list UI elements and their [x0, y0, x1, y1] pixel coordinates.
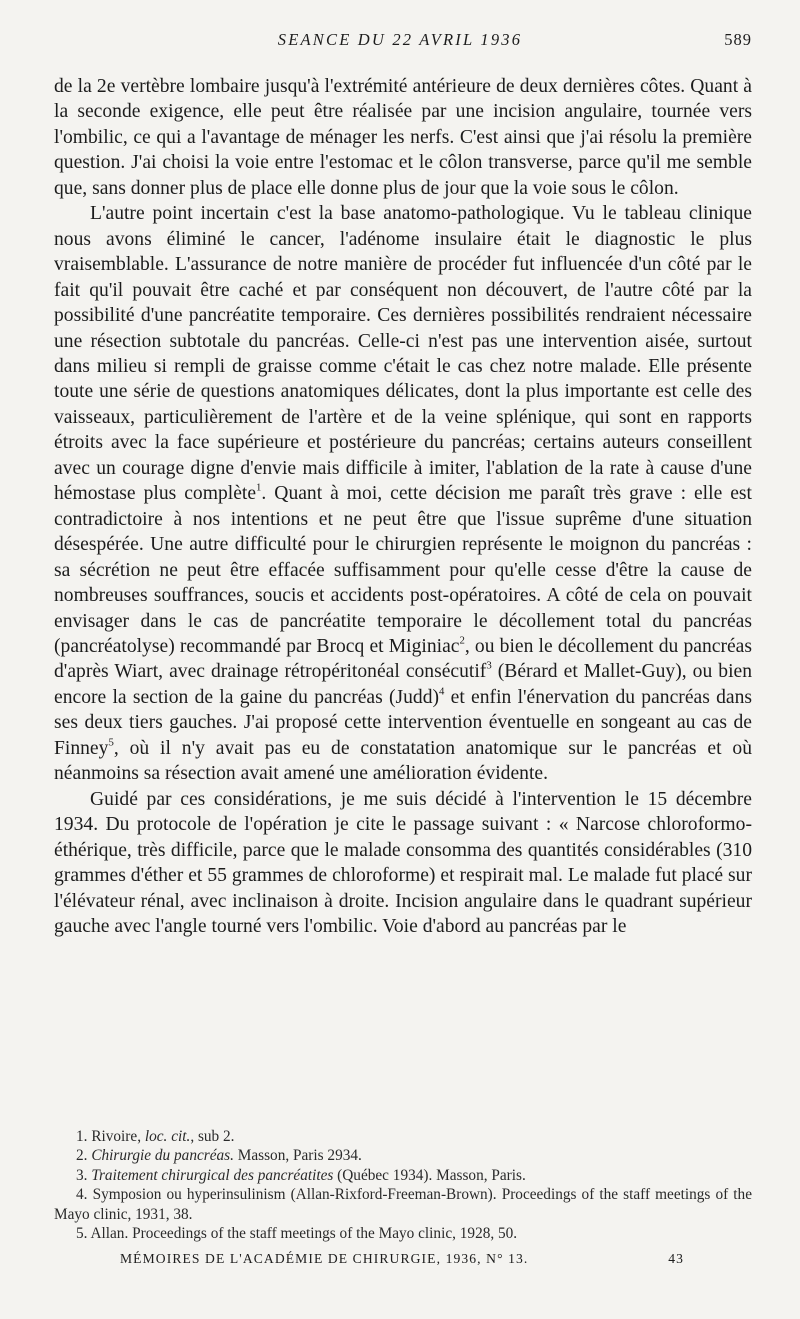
footnote-ref-3: 3	[486, 659, 492, 672]
footnote-ref-1: 1	[256, 481, 262, 494]
footnote-ref-4: 4	[439, 685, 445, 698]
paragraph-3	[54, 787, 752, 940]
footnote-4-number: 4.	[76, 1186, 88, 1204]
footnote-5	[54, 1224, 752, 1243]
page-footer	[120, 1251, 690, 1271]
running-title: SEANCE DU 22 AVRIL 1936	[277, 30, 523, 49]
paragraph-2-text-a: L'autre point incertain c'est la base anatomo-pathologique. Vu le tableau clinique nous avons éliminé le cancer, l'adénome insulaire était le diagnostic le plus vraisemblable. L'assurance de notre manière de procéder fut influencée d'un côté par le fait qu'il pouvait être caché et par conséquent non découvert, de l'autre côté par la possibilité d'une pancréatite temporaire. Ces dernières possibilités rendraient nécessaire une résection subtotale du pancréas. Celle-ci n'est pas une intervention aisée, surtout dans milieu si rempli de graisse comme c'était le cas chez notre malade. Elle présente toute une série de questions anatomiques délicates, dont la plus importante est celle des vaisseaux, particulièrement de l'artère et de la veine splénique, qui sont en rapports étroits avec la face supérieure et postérieure du pancréas; certains auteurs conseillent avec un courage digne d'envie mais difficile à imiter, l'ablation de la rate à cause d'une hémostase plus complète	[54, 203, 752, 505]
footnote-ref-2: 2	[459, 634, 465, 647]
footnote-3	[54, 1166, 752, 1185]
paragraph-1	[54, 74, 752, 201]
paragraph-1-text: de la 2e vertèbre lombaire jusqu'à l'extrémité antérieure de deux dernières côtes. Quant à la seconde exigence, elle peut être réalisée par une incision angulaire, tournée vers l'ombilic, ce qui a l'avantage de ménager les nerfs. C'est ainsi que j'ai résolu la première question. J'ai choisi la voie entre l'estomac et le côlon transverse, parce qu'il me semble que, sans donner plus de place elle donne plus de jour que la voie sous le côlon.	[54, 76, 752, 199]
footnote-5-text: Allan. Proceedings of the staff meetings of the Mayo clinic, 1928, 50.	[90, 1225, 518, 1243]
paragraph-3-text: Guidé par ces considérations, je me suis décidé à l'intervention le 15 décembre 1934. Du protocole de l'opération je cite le passage suivant : « Narcose chloroformo-éthérique, très difficile, parce que le malade consomma des quantités considérables (310 grammes d'éther et 55 grammes de chloroforme) et respirait mal. Le malade fut placé sur l'élévateur rénal, avec inclinaison à droite. Incision angulaire dans le quadrant supérieur gauche avec l'angle tourné vers l'ombilic. Voie d'abord au pancréas par le	[54, 788, 752, 937]
paragraph-2-text-b: . Quant à moi, cette décision me paraît très grave : elle est contradictoire à nos intentions et ne peut être que l'issue suprême d'une situation désespérée. Une autre difficulté pour le chirurgien représente le moignon du pancréas : sa sécrétion ne peut être effacée suffisamment pour qu'elle cesse d'être la cause de nombreuses souffrances, soucis et accidents post-opératoires. A côté de cela on pouvait envisager dans le cas de pancréatite temporaire le décollement total du pancréas (pancréatolyse) recommandé par Brocq et Miginiac	[54, 483, 752, 657]
footnote-5-number: 5.	[76, 1225, 88, 1243]
footnote-1-rest: , sub 2.	[190, 1128, 235, 1145]
footnote-2	[54, 1146, 752, 1165]
body-text	[54, 74, 752, 939]
footnote-3-number: 3.	[76, 1166, 88, 1184]
footnotes	[54, 1127, 752, 1243]
footnote-4	[54, 1185, 752, 1224]
paragraph-2-text-e: et enfin l'énervation du pancréas dans ses deux tiers gauches. J'ai proposé cette intervention éventuelle en songeant au cas de Finney	[54, 686, 752, 759]
footnote-1-loc-cit: loc. cit.	[144, 1128, 191, 1145]
footnote-4-text: Symposion ou hyperinsulinism (Allan-Rixford-Freeman-Brown). Proceedings of the staff meetings of the Mayo clinic, 1931, 38.	[54, 1186, 752, 1223]
footnote-3-rest: (Québec 1934). Masson, Paris.	[333, 1166, 526, 1184]
footnote-2-title: Chirurgie du pancréas.	[91, 1147, 234, 1165]
footnote-2-rest: Masson, Paris 2934.	[233, 1147, 362, 1165]
footnote-1	[54, 1127, 752, 1146]
footnote-3-title: Traitement chirurgical des pancréatites	[91, 1166, 334, 1184]
footnote-2-number: 2.	[76, 1147, 88, 1165]
paragraph-2	[54, 201, 752, 786]
page-number: 589	[724, 30, 752, 49]
signature-mark: 43	[668, 1251, 684, 1266]
running-header	[0, 30, 800, 58]
paragraph-2-text-f: , où il n'y avait pas eu de constatation anatomique sur le pancréas et où néanmoins sa résection avait amené une amélioration évidente.	[54, 737, 752, 785]
footnote-1-number: 1.	[76, 1128, 88, 1145]
paragraph-2-text-c: , ou bien le décollement du pancréas d'après Wiart, avec drainage rétropéritonéal consécutif	[54, 635, 752, 683]
footnote-ref-5: 5	[108, 736, 114, 749]
journal-citation: MÉMOIRES DE L'ACADÉMIE DE CHIRURGIE, 1936, N° 13.	[120, 1251, 529, 1266]
paragraph-2-text-d: (Bérard et Mallet-Guy), ou bien encore la section de la gaine du pancréas (Judd)	[54, 661, 752, 708]
footnote-1-author: Rivoire,	[91, 1128, 142, 1145]
